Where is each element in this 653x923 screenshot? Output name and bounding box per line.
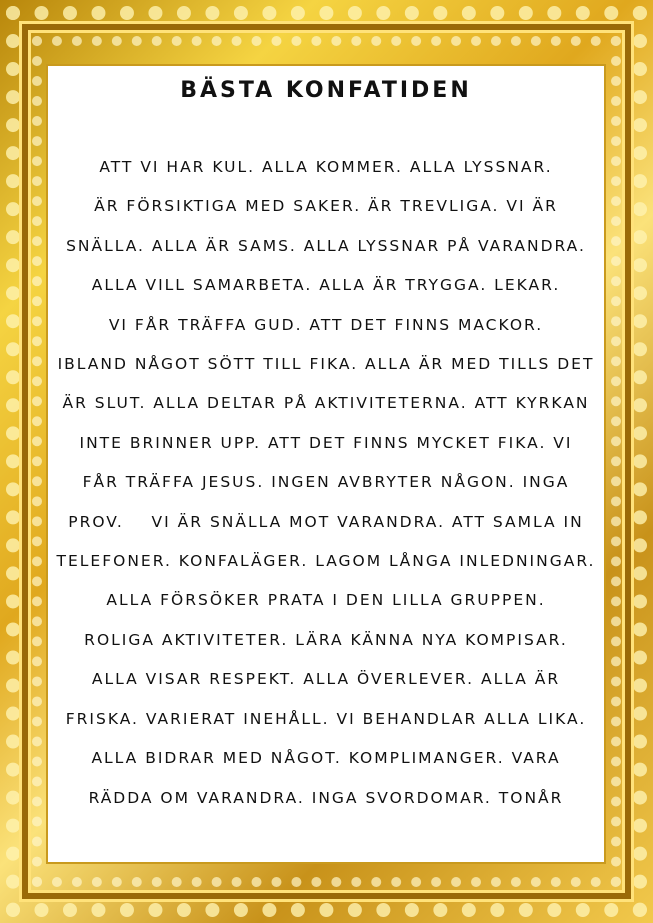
text-line: ÄR FÖRSIKTIGA MED SAKER. ÄR TREVLIGA. VI ÄR	[94, 197, 558, 216]
text-line: VI FÅR TRÄFFA GUD. ATT DET FINNS MACKOR.	[108, 315, 544, 334]
text-line: SNÄLLA. ALLA ÄR SAMS. ALLA LYSSNAR PÅ VARANDRA.	[66, 236, 586, 255]
text-line: TELEFONER. KONFALÄGER. LAGOM LÅNGA INLEDNINGAR.	[56, 552, 596, 571]
text-line: FÅR TRÄFFA JESUS. INGEN AVBRYTER NÅGON. INGA	[82, 473, 570, 492]
text-line: INTE BRINNER UPP. ATT DET FINNS MYCKET FIKA. VI	[79, 433, 573, 452]
paper-canvas	[46, 64, 606, 864]
page-title: BÄSTA KONFATIDEN	[180, 78, 472, 103]
text-line: RÄDDA OM VARANDRA. INGA SVORDOMAR. TONÅR	[88, 788, 564, 807]
text-line: ALLA VISAR RESPEKT. ALLA ÖVERLEVER. ALLA ÄR	[91, 670, 561, 689]
text-line: ATT VI HAR KUL. ALLA KOMMER. ALLA LYSSNAR.	[99, 158, 553, 176]
text-line: ALLA VILL SAMARBETA. ALLA ÄR TRYGGA. LEKAR.	[91, 276, 561, 295]
text-line: ROLIGA AKTIVITETER. LÄRA KÄNNA NYA KOMPISAR.	[84, 630, 568, 649]
text-line: IBLAND NÅGOT SÖTT TILL FIKA. ALLA ÄR MED TILLS DET	[57, 355, 595, 374]
text-line: ÄR SLUT. ALLA DELTAR PÅ AKTIVITETERNA. ATT KYRKAN	[62, 394, 590, 413]
text-line: ALLA FÖRSÖKER PRATA I DEN LILLA GRUPPEN.	[106, 591, 546, 610]
text-line: PROV. VI ÄR SNÄLLA MOT VARANDRA. ATT SAMLA IN	[68, 512, 584, 531]
body-text	[44, 148, 608, 818]
text-line: FRISKA. VARIERAT INEHÅLL. VI BEHANDLAR ALLA LIKA.	[65, 709, 587, 728]
text-line: ALLA BIDRAR MED NÅGOT. KOMPLIMANGER. VARA	[91, 749, 561, 768]
